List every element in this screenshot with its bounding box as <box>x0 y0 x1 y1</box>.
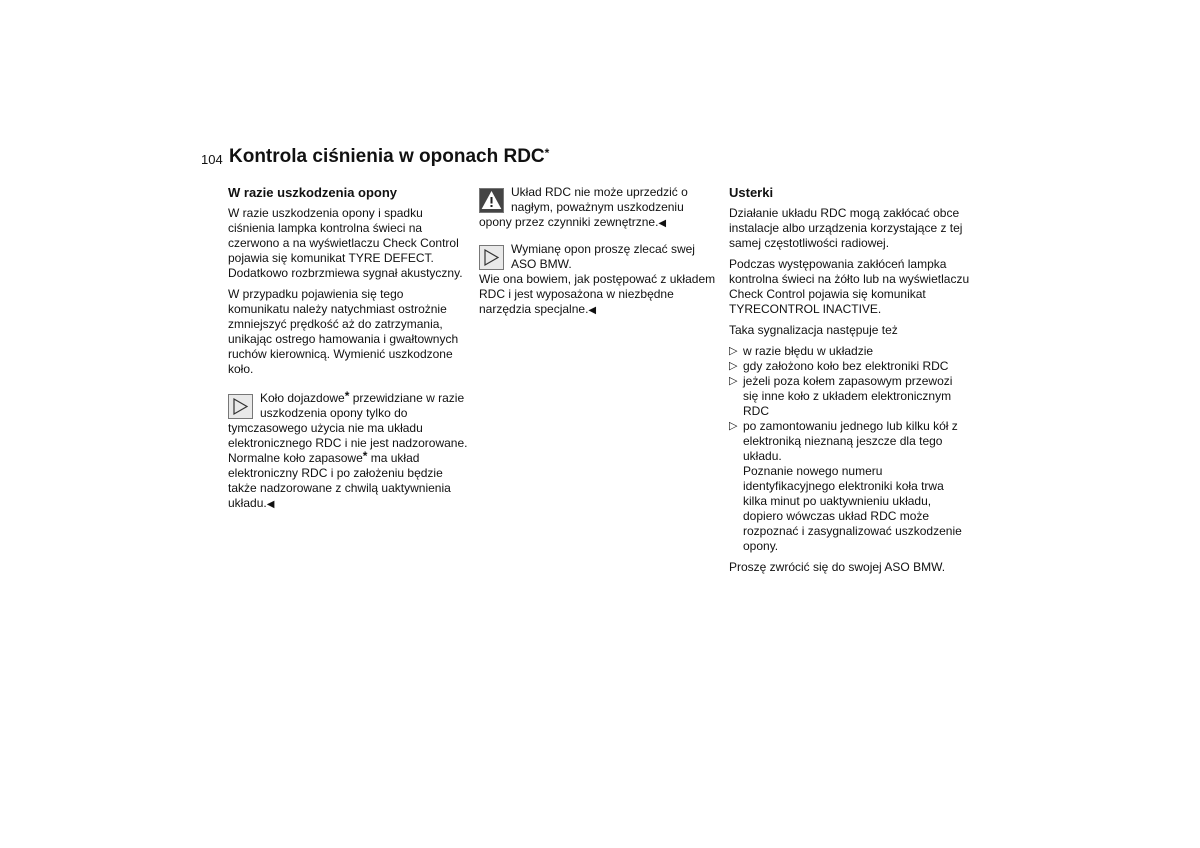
text-line: Wie ona bowiem, jak postępować z układem <box>479 272 716 286</box>
page-title-text: Kontrola ciśnienia w oponach RDC <box>229 146 545 167</box>
text-line: uszkodzenia opony tylko do <box>260 406 408 420</box>
text-line: nagłym, poważnym uszkodzeniu <box>511 200 684 214</box>
text-line: pojawia się komunikat TYRE DEFECT. <box>228 251 434 265</box>
text-line: koło. <box>228 362 254 376</box>
section-heading-tyre-damage: W razie uszkodzenia opony <box>228 185 398 200</box>
text-line: TYRECONTROL INACTIVE. <box>729 302 882 316</box>
paragraph-tyrecontrol-inactive <box>729 257 977 317</box>
end-mark-icon: ◀ <box>658 218 667 229</box>
bullet-triangle-icon: ▷ <box>729 360 738 372</box>
end-mark-icon: ◀ <box>588 305 597 316</box>
paragraph-signalling-intro: Taka sygnalizacja następuje też <box>729 323 898 337</box>
list-item: ▷ w razie błędu w układzie <box>729 344 874 358</box>
bullet-triangle-icon: ▷ <box>729 345 738 357</box>
warning-rdc <box>479 185 724 231</box>
paragraph-contact-aso: Proszę zwrócić się do swojej ASO BMW. <box>729 560 946 574</box>
text-line: opony przez czynniki zewnętrzne.◀ <box>479 215 667 229</box>
text-line: Koło dojazdowe* przewidziane w razie <box>260 389 465 405</box>
text-line: zmniejszyć prędkość aż do zatrzymania, <box>228 317 443 331</box>
note-play-icon <box>228 394 253 419</box>
text-line: czerwono a na wyświetlaczu Check Control <box>228 236 459 250</box>
note-play-icon <box>479 245 504 270</box>
optional-equipment-star: * <box>544 146 550 160</box>
text-line: komunikatu należy natychmiast ostrożnie <box>228 302 447 316</box>
text-line: elektronicznego RDC i nie jest nadzorowane. <box>228 436 468 450</box>
bullet-triangle-icon: ▷ <box>729 375 738 387</box>
warning-triangle-icon <box>479 188 504 213</box>
list-item: ▷ gdy założono koło bez elektroniki RDC <box>729 359 949 373</box>
text-line: narzędzia specjalne.◀ <box>479 302 597 316</box>
bullet-triangle-icon: ▷ <box>729 420 738 432</box>
column-warnings <box>479 185 724 324</box>
text-line: tymczasowego użycia nie ma układu <box>228 421 423 435</box>
text-line: unikając ostrego hamowania i gwałtownych <box>228 332 459 346</box>
note-tyre-replacement <box>479 242 724 318</box>
text-line: W przypadku pojawienia się tego <box>228 287 404 301</box>
text-line: elektroniczny RDC i po założeniu będzie <box>228 466 443 480</box>
text-line: Układ RDC nie może uprzedzić o <box>511 185 688 199</box>
text-line: Wymianę opon proszę zlecać swej <box>511 242 695 256</box>
text-line: Podczas występowania zakłóceń lampka <box>729 257 947 271</box>
text-line: ASO BMW. <box>511 257 572 271</box>
end-mark-icon: ◀ <box>266 499 275 510</box>
column-tyre-damage <box>228 185 473 518</box>
text-line: Normalne koło zapasowe* ma układ <box>228 449 420 465</box>
paragraph-stop-vehicle <box>228 287 473 377</box>
text-line: Check Control pojawia się komunikat <box>729 287 926 301</box>
text-line: kontrolna świeci na żółto lub na wyświetlaczu <box>729 272 970 286</box>
page-number: 104 <box>201 152 223 167</box>
text-line: instalacje albo urządzenia korzystające z tej <box>729 221 963 235</box>
text-line: ciśnienia lampka kontrolna świeci na <box>228 221 423 235</box>
text-line: także nadzorowane z chwilą uaktywnienia <box>228 481 451 495</box>
note-spare-wheel <box>228 391 473 512</box>
text-line: W razie uszkodzenia opony i spadku <box>228 206 423 220</box>
text-line: RDC i jest wyposażona w niezbędne <box>479 287 674 301</box>
fault-conditions-list <box>729 344 977 554</box>
text-line: samej częstotliwości radiowej. <box>729 236 890 250</box>
text-line: Dodatkowo rozbrzmiewa sygnał akustyczny. <box>228 266 463 280</box>
section-heading-faults: Usterki <box>729 185 774 200</box>
paragraph-tyre-defect <box>228 206 473 281</box>
list-item: ▷ jeżeli poza kołem zapasowym przewozi się inne koło z układem elektronicznym RDC <box>729 374 953 418</box>
text-line: Działanie układu RDC mogą zakłócać obce <box>729 206 960 220</box>
paragraph-interference <box>729 206 977 251</box>
column-faults <box>729 185 977 581</box>
text-line: układu.◀ <box>228 496 275 510</box>
list-item: ▷ po zamontowaniu jednego lub kilku kół z elektroniką nieznaną jeszcze dla tego układu. Poznanie nowego numeru identyfikacyjnego elektroniki koła trwa kilka minut po uaktywnieniu układu, dopiero wówczas układ RDC może rozpoznać i zasygnalizować uszkodzenie opony. <box>729 419 962 553</box>
text-line: ruchów kierownicą. Wymienić uszkodzone <box>228 347 453 361</box>
page-title <box>229 146 549 168</box>
